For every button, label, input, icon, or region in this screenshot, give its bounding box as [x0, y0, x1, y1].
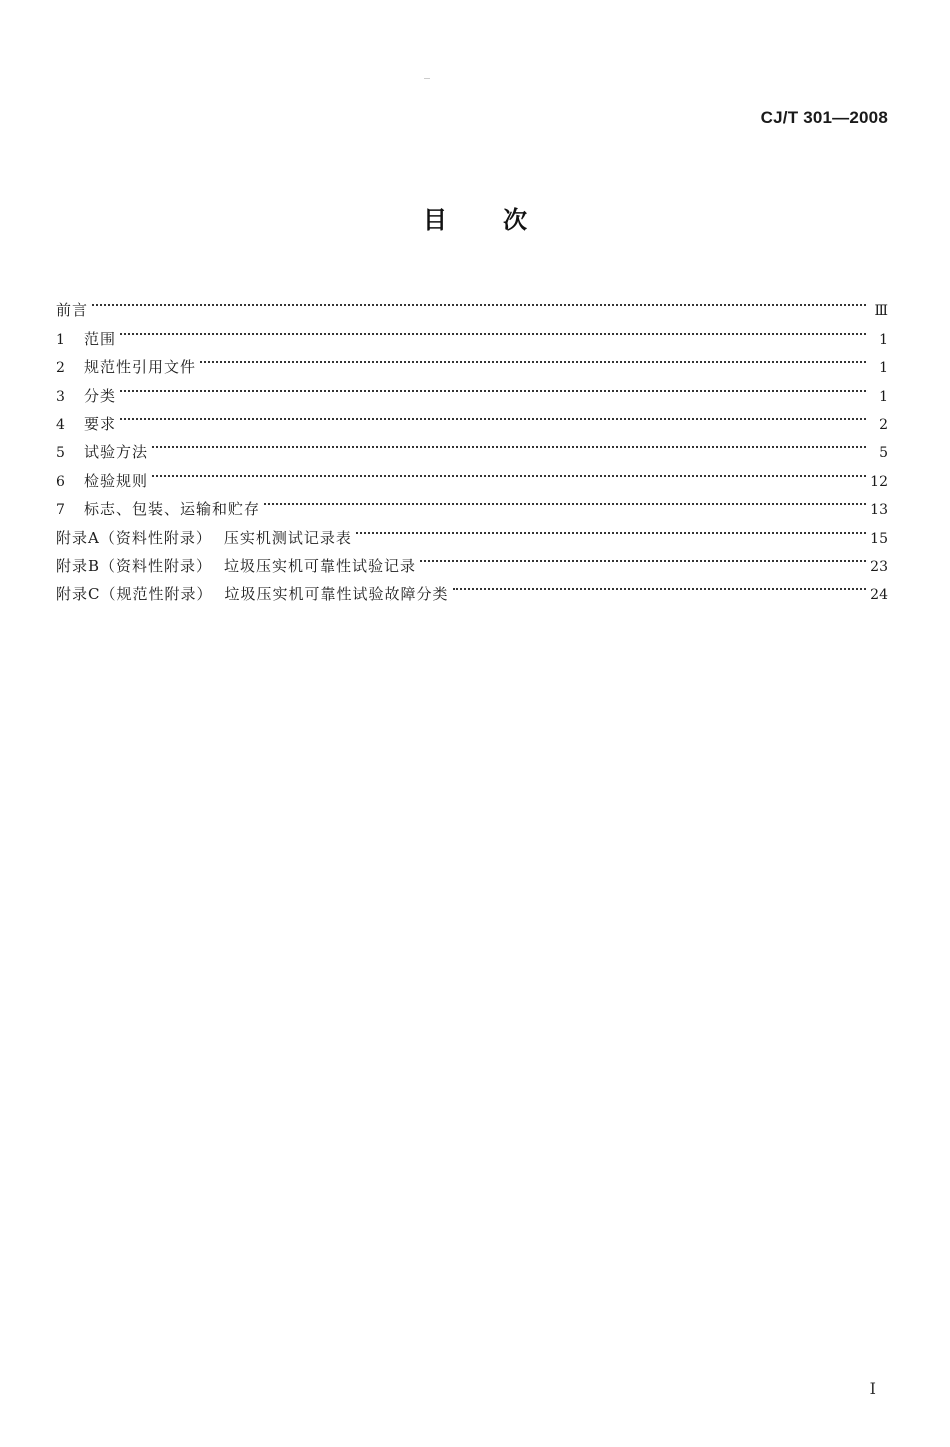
- toc-entry-sublabel: 垃圾压实机可靠性试验记录: [224, 556, 417, 575]
- toc-entry-page: 2: [879, 416, 888, 433]
- toc-entry[interactable]: [56, 344, 888, 377]
- toc-entry[interactable]: [56, 429, 888, 462]
- toc-entry-sublabel: 垃圾压实机可靠性试验故障分类: [224, 585, 449, 604]
- toc-entry-number: 5: [56, 445, 65, 462]
- standard-code: CJ/T 301—2008: [760, 108, 888, 127]
- toc-entry[interactable]: [56, 486, 888, 519]
- toc-entry[interactable]: [56, 287, 888, 320]
- toc-entry-page: Ⅲ: [874, 303, 888, 320]
- toc-entry-label: 要求: [84, 414, 117, 433]
- toc-entry[interactable]: [56, 372, 888, 405]
- toc-dot-leader: [120, 315, 866, 343]
- toc-dot-leader: [264, 486, 866, 514]
- toc-title: 目次: [423, 206, 583, 234]
- toc-dot-leader: [152, 429, 866, 457]
- toc-entry-label: 附录B（资料性附录）: [56, 556, 213, 575]
- toc-entry-page: 23: [870, 558, 888, 575]
- toc-entry-label: 前言: [56, 301, 89, 320]
- toc-entry-label: 附录A（资料性附录）: [56, 528, 212, 547]
- toc-dot-leader: [356, 514, 866, 542]
- toc-entry-page: 12: [870, 473, 888, 490]
- toc-entry-page: 1: [879, 331, 888, 348]
- toc-entry-label: 附录C（规范性附录）: [56, 585, 213, 604]
- toc-entry-page: 1: [879, 388, 888, 405]
- toc-entry-number: 1: [56, 331, 65, 348]
- toc-entry-page: 5: [879, 445, 888, 462]
- toc-dot-leader: [453, 571, 867, 599]
- toc-dot-leader: [120, 372, 866, 400]
- toc-entry[interactable]: [56, 401, 888, 433]
- toc-dot-leader: [152, 457, 866, 485]
- toc-entry-page: 1: [879, 360, 888, 377]
- toc-entry-page: 24: [870, 587, 888, 604]
- toc-dot-leader: [92, 287, 866, 315]
- toc-entry-number: 4: [56, 416, 65, 433]
- toc-entry-label: 分类: [84, 386, 117, 405]
- toc-entry-label: 试验方法: [84, 443, 149, 462]
- page-number: I: [869, 1379, 876, 1398]
- toc-entry[interactable]: [56, 457, 888, 490]
- toc-entry-number: 3: [56, 388, 65, 405]
- toc-dot-leader: [120, 401, 866, 429]
- toc-entry-sublabel: 压实机测试记录表: [223, 528, 352, 547]
- toc-entry-number: 2: [56, 360, 65, 377]
- toc-entry-page: 15: [870, 530, 888, 547]
- toc-dot-leader: [420, 543, 866, 571]
- table-of-contents: [56, 287, 888, 604]
- toc-entry-number: 7: [56, 502, 65, 519]
- toc-entry-label: 规范性引用文件: [84, 358, 197, 377]
- toc-entry-label: 检验规则: [84, 471, 149, 490]
- toc-dot-leader: [200, 344, 866, 372]
- toc-entry-page: 13: [870, 502, 888, 519]
- scan-speck: [424, 78, 430, 79]
- toc-entry-label: 标志、包装、运输和贮存: [84, 500, 261, 519]
- toc-entry-label: 范围: [84, 329, 117, 348]
- toc-entry[interactable]: [56, 315, 888, 348]
- toc-entry-number: 6: [56, 473, 65, 490]
